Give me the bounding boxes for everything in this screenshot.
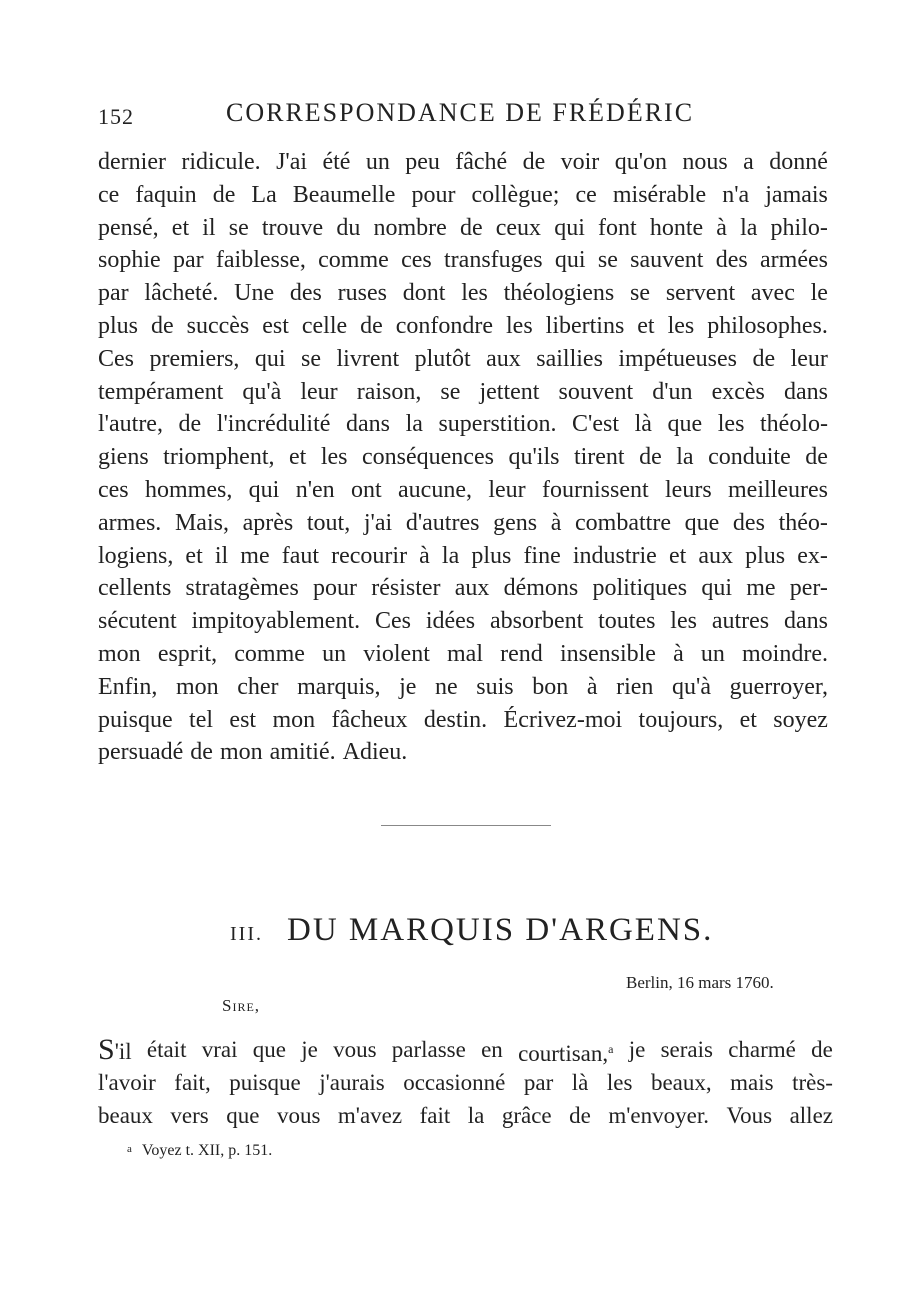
word: faut	[281, 542, 320, 569]
word: mon	[219, 739, 263, 766]
word: se	[440, 378, 461, 405]
word: dans	[783, 608, 828, 635]
letter-line	[98, 1033, 833, 1066]
word: le	[810, 280, 828, 307]
word: bon	[532, 673, 569, 700]
word: nous	[682, 149, 728, 175]
word: ridicule.	[181, 149, 261, 175]
text-line	[98, 343, 828, 376]
word: les	[461, 280, 488, 307]
word: collègue;	[471, 181, 560, 208]
text-line	[98, 1066, 833, 1099]
word: tempérament	[98, 378, 224, 405]
word: souvent	[558, 378, 634, 405]
word: les	[320, 444, 348, 471]
running-title: CORRESPONDANCE DE FRÉDÉRIC	[226, 98, 695, 127]
word: aux	[486, 345, 521, 372]
word: transfuges	[444, 247, 543, 274]
word: après	[242, 509, 294, 536]
section-divider	[381, 825, 551, 826]
word: ces	[98, 476, 129, 503]
text-line	[98, 212, 828, 245]
word: occasionné	[403, 1070, 506, 1095]
text-line	[98, 540, 828, 573]
section-heading	[230, 912, 713, 949]
word: giens	[98, 444, 149, 471]
word: fournissent	[542, 476, 649, 503]
text-line	[98, 1099, 833, 1132]
letter-salutation: Sire,	[222, 996, 261, 1015]
word: des	[289, 280, 322, 307]
word: fâcheux	[331, 706, 408, 733]
word: de	[150, 312, 174, 339]
word: d'autres	[405, 509, 480, 536]
word: dans	[345, 411, 390, 438]
word: ruses	[337, 280, 387, 307]
word: violent	[363, 640, 430, 667]
word: et	[668, 542, 687, 569]
word: guerroyer,	[729, 673, 828, 700]
word: hommes,	[145, 476, 233, 503]
word: très-	[792, 1070, 833, 1095]
word: se	[597, 247, 618, 274]
word: esprit,	[157, 640, 218, 667]
word: fait,	[174, 1070, 211, 1095]
word: plutôt	[414, 345, 471, 372]
word: à	[673, 640, 684, 667]
word: sécutent	[98, 608, 177, 635]
word: jamais	[765, 181, 828, 208]
word: par	[172, 247, 204, 274]
word: rien	[616, 673, 654, 700]
word: trouve	[261, 214, 324, 241]
word: les	[606, 1070, 633, 1095]
word: Mais,	[174, 509, 229, 536]
word: toutes	[598, 608, 656, 635]
word: stratagèmes	[185, 575, 299, 602]
word: idées	[425, 608, 476, 635]
word: pour	[313, 575, 358, 602]
word: de	[360, 312, 383, 339]
word: cher	[237, 673, 279, 700]
word: logiens,	[98, 542, 174, 569]
word: ont	[351, 476, 382, 503]
word: de	[522, 149, 546, 175]
text-line	[98, 507, 828, 540]
word: succès	[186, 312, 250, 339]
word: fait	[419, 1103, 451, 1128]
word: à	[716, 214, 727, 241]
word: des	[732, 509, 765, 536]
word: nombre	[373, 214, 447, 241]
word: que	[226, 1103, 260, 1128]
word: saillies	[536, 345, 603, 372]
word: qui	[254, 345, 286, 372]
word: théolo-	[760, 411, 828, 438]
word: qui	[701, 575, 733, 602]
word: conduite	[708, 444, 791, 471]
letter-text	[98, 1033, 833, 1132]
word: confondre	[395, 312, 494, 339]
word: celle	[301, 312, 348, 339]
word: leur	[488, 476, 526, 503]
word: tout,	[306, 509, 351, 536]
word: Une	[234, 280, 275, 307]
text-line	[98, 376, 828, 409]
word: industrie	[572, 542, 657, 569]
word: la	[467, 1103, 485, 1128]
word: gens	[493, 509, 538, 536]
text-line	[98, 736, 828, 769]
dropcap-word	[98, 1033, 132, 1066]
word: mon	[98, 640, 141, 667]
word: parlasse	[391, 1037, 466, 1062]
word: la	[740, 214, 758, 241]
text-line	[98, 146, 828, 179]
word: vous	[276, 1103, 321, 1128]
word: lâcheté.	[144, 280, 219, 307]
word: par	[523, 1070, 554, 1095]
word: comme	[318, 247, 389, 274]
word: se	[630, 280, 651, 307]
word: libertins	[545, 312, 625, 339]
word: vous	[333, 1037, 377, 1062]
word: démons	[503, 575, 579, 602]
word: qu'on	[614, 149, 668, 175]
text-line	[98, 277, 828, 310]
word: J'ai	[276, 149, 308, 175]
word: premiers,	[149, 345, 240, 372]
word: la	[441, 542, 460, 569]
word: C'est	[572, 411, 620, 438]
word: leur	[790, 345, 828, 372]
word: d'un	[652, 378, 693, 405]
word: de	[805, 444, 828, 471]
word: livrent	[336, 345, 400, 372]
word: et	[739, 706, 757, 733]
word: que	[252, 1037, 286, 1062]
word: autres	[711, 608, 770, 635]
word: serais	[660, 1037, 713, 1062]
word: ce	[575, 181, 597, 208]
word: là	[634, 411, 652, 438]
word: vers	[170, 1103, 209, 1128]
word: impitoyablement.	[191, 608, 361, 635]
word: été	[322, 149, 351, 175]
word: me	[240, 542, 270, 569]
dropcap: S	[98, 1033, 115, 1066]
word: honte	[649, 214, 704, 241]
word: que	[667, 411, 703, 438]
word: des	[715, 247, 748, 274]
word: et	[289, 444, 307, 471]
word: plus	[471, 542, 512, 569]
word: fine	[523, 542, 561, 569]
text-line	[98, 408, 828, 441]
word: il	[214, 542, 229, 569]
word: rend	[500, 640, 543, 667]
word: grâce	[501, 1103, 552, 1128]
word: beaux,	[650, 1070, 712, 1095]
word: de	[569, 1103, 591, 1128]
word: en	[481, 1037, 503, 1062]
word: je	[301, 1037, 318, 1062]
word: mon	[175, 673, 219, 700]
word: qui	[554, 247, 586, 274]
word: moindre.	[742, 640, 828, 667]
word: les	[506, 312, 533, 339]
word: Adieu.	[342, 739, 408, 766]
word: qu'à	[242, 378, 282, 405]
word: j'aurais	[319, 1070, 385, 1095]
word: l'autre,	[98, 411, 163, 438]
word: leurs	[665, 476, 712, 503]
word: dont	[402, 280, 446, 307]
word: raison,	[356, 378, 422, 405]
section-title: DU MARQUIS D'ARGENS.	[286, 912, 714, 948]
word: de	[459, 214, 483, 241]
word: tel	[189, 706, 214, 733]
word: là	[571, 1070, 589, 1095]
word: faquin	[135, 181, 197, 208]
footnote-reference[interactable]: a	[608, 1042, 614, 1056]
word: triomphent,	[163, 444, 275, 471]
word: qu'à	[672, 673, 712, 700]
word: sophie	[98, 247, 161, 274]
word: font	[598, 214, 637, 241]
word: se	[301, 345, 322, 372]
word: je	[628, 1037, 646, 1062]
word: leur	[300, 378, 338, 405]
word: ce	[98, 181, 120, 208]
word: a	[743, 149, 754, 175]
word: combattre	[575, 509, 671, 536]
word: plus	[745, 542, 786, 569]
text-line	[98, 671, 828, 704]
word: tirent	[573, 444, 625, 471]
word: mais	[730, 1070, 774, 1095]
word: courtisan,	[518, 1041, 609, 1066]
word: insensible	[559, 640, 656, 667]
footnote-text: Voyez t. XII, p. 151.	[141, 1142, 273, 1159]
letter-dateline: Berlin, 16 mars 1760.	[626, 973, 774, 992]
word: est	[262, 312, 289, 339]
word: mal	[447, 640, 483, 667]
word: de	[811, 1037, 833, 1062]
word: l'incrédulité	[216, 411, 331, 438]
word: misérable	[612, 181, 707, 208]
word: qui	[248, 476, 280, 503]
word: se	[228, 214, 249, 241]
word: vrai	[201, 1037, 238, 1062]
word: philosophes.	[707, 312, 828, 339]
word: la	[676, 444, 694, 471]
word: aux	[454, 575, 490, 602]
word: aux	[698, 542, 734, 569]
word: mon	[272, 706, 316, 733]
word: du	[336, 214, 361, 241]
word: destin.	[423, 706, 488, 733]
word: théologiens	[503, 280, 615, 307]
word: persuadé	[98, 739, 184, 766]
word: absorbent	[489, 608, 584, 635]
word: la	[405, 411, 423, 438]
word: pensé,	[98, 214, 159, 241]
text-line	[98, 244, 828, 277]
word: Enfin,	[98, 673, 158, 700]
word: beaux	[98, 1103, 153, 1128]
word: allez	[789, 1103, 833, 1128]
word: armées	[760, 247, 828, 274]
word: avec	[750, 280, 795, 307]
word: voir	[560, 149, 600, 175]
word: armes.	[98, 509, 162, 536]
word: ne	[435, 673, 458, 700]
word: peu	[405, 149, 440, 175]
word: Écrivez-moi	[503, 706, 623, 733]
word: puisque	[229, 1070, 301, 1095]
word: les	[670, 608, 697, 635]
word: pour	[411, 181, 456, 208]
word: meilleures	[728, 476, 828, 503]
word: je	[399, 673, 417, 700]
word: suis	[476, 673, 514, 700]
text-line	[98, 474, 828, 507]
word: me	[746, 575, 776, 602]
word-with-footnote-ref	[518, 1033, 613, 1066]
text-line	[98, 704, 828, 737]
word: soyez	[773, 706, 828, 733]
text-line	[98, 572, 828, 605]
word: comme	[234, 640, 305, 667]
word: sauvent	[630, 247, 704, 274]
word: toujours,	[638, 706, 724, 733]
word: puisque	[98, 706, 173, 733]
word: charmé	[728, 1037, 796, 1062]
word: impétueuses	[618, 345, 738, 372]
word: de	[639, 444, 662, 471]
page-header	[98, 98, 828, 132]
text-line	[98, 179, 828, 212]
word: donné	[769, 149, 828, 175]
word: aucune,	[398, 476, 472, 503]
word: dernier	[98, 149, 166, 175]
dropcap-rest: 'il	[114, 1039, 132, 1064]
word: philo-	[770, 214, 828, 241]
word: Ces	[374, 608, 411, 635]
word: par	[98, 280, 129, 307]
word: j'ai	[363, 509, 393, 536]
word: il	[202, 214, 216, 241]
word: de	[190, 739, 213, 766]
word: faiblesse,	[215, 247, 306, 274]
word: n'a	[722, 181, 750, 208]
word: dans	[783, 378, 828, 405]
word: était	[146, 1037, 187, 1062]
word: résister	[371, 575, 441, 602]
word: qui	[554, 214, 585, 241]
word: superstition.	[438, 411, 557, 438]
footnote	[127, 1142, 272, 1160]
word: m'avez	[337, 1103, 403, 1128]
word: ex-	[797, 542, 828, 569]
word: et	[185, 542, 203, 569]
word: servent	[665, 280, 736, 307]
word: un	[365, 149, 390, 175]
word: est	[229, 706, 257, 733]
word: les	[667, 312, 695, 339]
footnote-mark: a	[127, 1143, 132, 1155]
text-line	[98, 605, 828, 638]
text-line	[98, 638, 828, 671]
word: excès	[711, 378, 765, 405]
word: politiques	[592, 575, 688, 602]
word: jettent	[479, 378, 540, 405]
word: Beaumelle	[292, 181, 396, 208]
word: ces	[401, 247, 432, 274]
word: un	[322, 640, 347, 667]
word: per-	[789, 575, 828, 602]
word: fâché	[455, 149, 508, 175]
word: que	[684, 509, 720, 536]
word: recourir	[331, 542, 408, 569]
section-number: III.	[230, 923, 263, 945]
page-number: 152	[98, 104, 134, 129]
word: à	[419, 542, 430, 569]
word: qu'ils	[508, 444, 560, 471]
word: et	[171, 214, 190, 241]
word: de	[212, 181, 236, 208]
word: conséquences	[362, 444, 494, 471]
word: un	[700, 640, 725, 667]
word: La	[251, 181, 277, 208]
word: de	[752, 345, 776, 372]
previous-letter-text	[98, 146, 828, 769]
text-line	[98, 441, 828, 474]
word: Ces	[98, 345, 134, 372]
word: Vous	[726, 1103, 773, 1128]
word: les	[717, 411, 745, 438]
word: théo-	[778, 509, 828, 536]
word: de	[178, 411, 202, 438]
word: à	[586, 673, 598, 700]
word: à	[550, 509, 562, 536]
word: marquis,	[297, 673, 381, 700]
word: amitié.	[269, 739, 336, 766]
word: plus	[98, 312, 139, 339]
word: cellents	[98, 575, 172, 602]
text-line	[98, 310, 828, 343]
word: n'en	[295, 476, 335, 503]
word: m'envoyer.	[608, 1103, 709, 1128]
word: et	[637, 312, 655, 339]
word: ceux	[495, 214, 542, 241]
word: l'avoir	[98, 1070, 156, 1095]
